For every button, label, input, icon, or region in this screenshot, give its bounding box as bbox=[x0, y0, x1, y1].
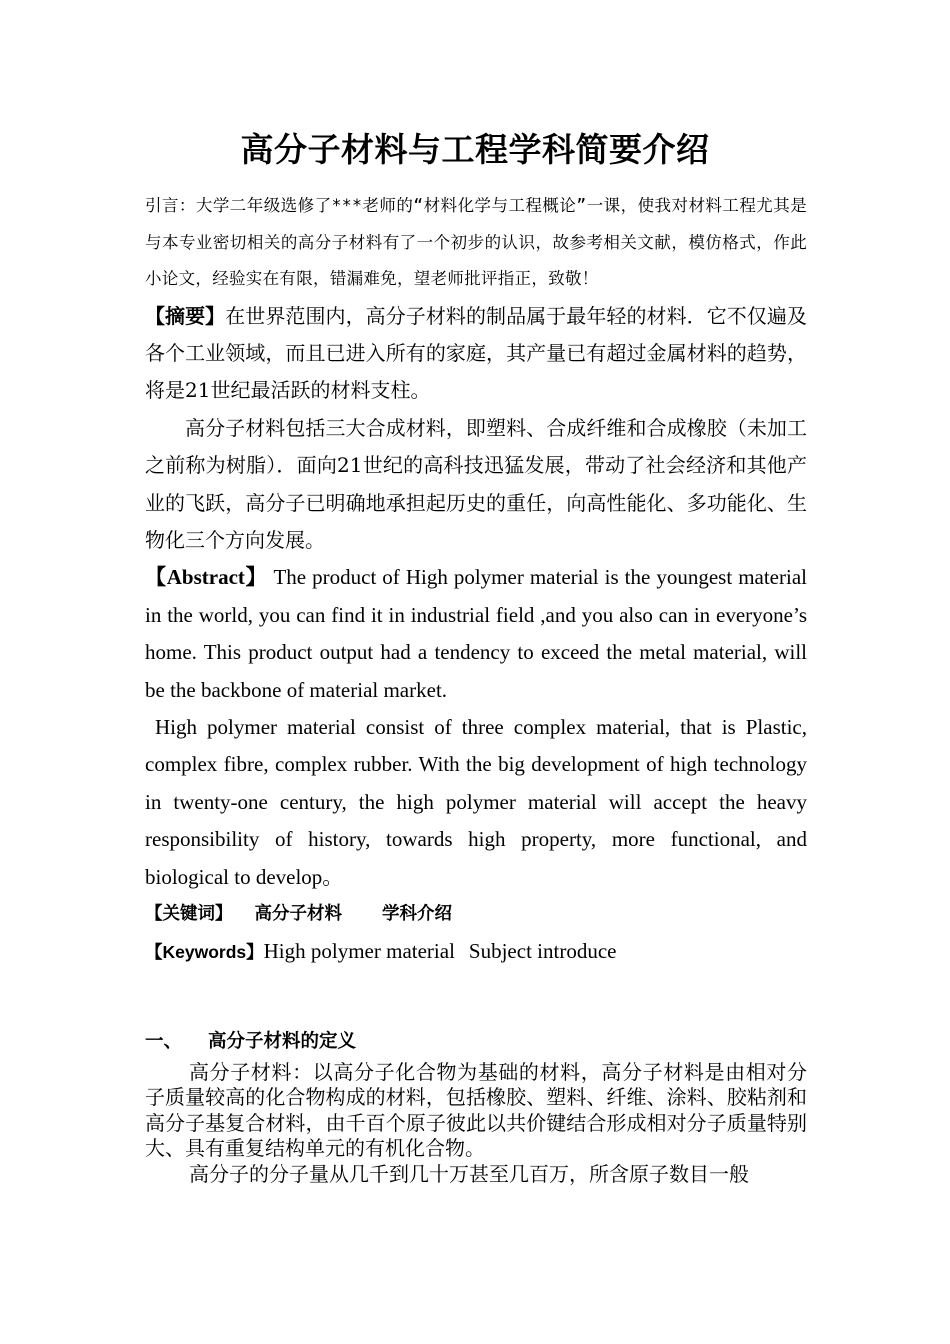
keyword-cn-1: 高分子材料 bbox=[254, 904, 342, 924]
abstract-cn-label: 【摘要】 bbox=[145, 303, 226, 328]
abstract-en-label: 【Abstract】 bbox=[145, 565, 268, 590]
document-title: 高分子材料与工程学科简要介绍 bbox=[240, 130, 710, 169]
keyword-cn-2: 学科介绍 bbox=[382, 904, 452, 924]
keyword-en-2: Subject introduce bbox=[468, 939, 617, 964]
section-1-paragraph-2: 高分子的分子量从几千到几十万甚至几百万，所含原子数目一般 bbox=[189, 1161, 749, 1186]
keyword-en-1: High polymer material bbox=[263, 939, 455, 964]
abstract-en-paragraph-1 bbox=[145, 559, 807, 709]
section-1-title: 高分子材料的定义 bbox=[208, 1030, 357, 1052]
document-body bbox=[145, 188, 807, 1187]
keywords-cn-line bbox=[145, 896, 807, 933]
abstract-en-text-1: The product of High polymer material is the youngest material in the world, you can find it in industrial field ,and you also can in everyone’s home. This product output had a tendency to exceed the metal material, will be the backbone of material market. bbox=[145, 565, 807, 702]
keywords-en-label: 【Keywords】 bbox=[145, 942, 264, 963]
keywords-cn-label: 【关键词】 bbox=[145, 904, 233, 924]
section-1-paragraph-1: 高分子材料：以高分子化合物为基础的材料，高分子材料是由相对分子质量较高的化合物构成的材料，包括橡胶、塑料、纤维、涂料、胶粘剂和高分子基复合材料，由千百个原子彼此以共价键结合形成相对分子质量特别大、具有重复结构单元的有机化合物。 bbox=[145, 1059, 807, 1161]
section-1-number: 一、 bbox=[145, 1030, 183, 1052]
intro-paragraph: 引言：大学二年级选修了***老师的“材料化学与工程概论”一课，使我对材料工程尤其是与本专业密切相关的高分子材料有了一个初步的认识，故参考相关文献，模仿格式，作此小论文，经验实在有限，错漏难免，望老师批评指正，致敬！ bbox=[145, 196, 807, 288]
abstract-cn-paragraph-1 bbox=[145, 298, 807, 410]
keywords-en-line bbox=[145, 933, 807, 971]
abstract-cn-text-1: 在世界范围内，高分子材料的制品属于最年轻的材料．它不仅遍及各个工业领域，而且已进入所有的家庭，其产量已有超过金属材料的趋势，将是21世纪最活跃的材料支柱。 bbox=[145, 303, 807, 403]
abstract-en-paragraph-2: High polymer material consist of three complex material, that is Plastic, complex fibre, complex rubber. With the big development of high technology in twenty-one century, the high polymer material will accept the heavy responsibility of history, towards high property, more functional, and biological to develop。 bbox=[145, 714, 807, 889]
section-1-heading bbox=[145, 1024, 807, 1060]
abstract-cn-paragraph-2: 高分子材料包括三大合成材料，即塑料、合成纤维和合成橡胶（未加工之前称为树脂）．面向21世纪的高科技迅猛发展，带动了社会经济和其他产业的飞跃，高分子已明确地承担起历史的重任，向高性能化、多功能化、生物化三个方向发展。 bbox=[145, 415, 807, 552]
